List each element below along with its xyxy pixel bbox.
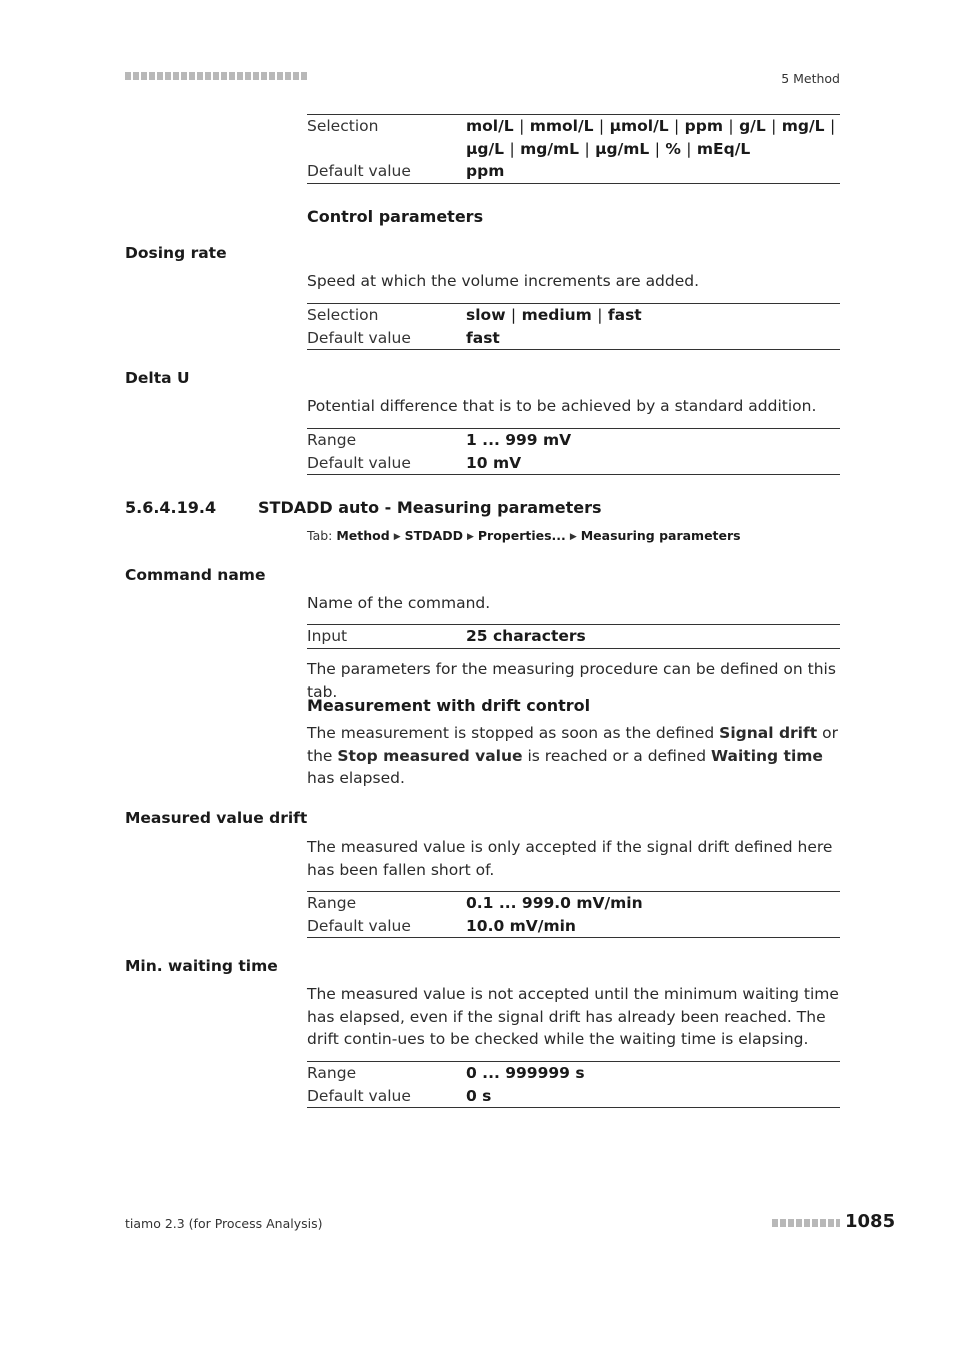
default-label: Default value [307,1086,411,1105]
triangle-right-icon: ▶ [466,532,474,542]
range-value: 0.1 ... 999.0 mV/min [466,894,643,912]
default-label: Default value [307,453,411,472]
command-name-description: Name of the command. [307,594,491,612]
triangle-right-icon: ▶ [569,532,577,542]
command-name-table [307,624,840,649]
selection-label: Selection [307,117,379,135]
footer-product: tiamo 2.3 (for Process Analysis) [125,1216,323,1231]
range-label: Range [307,894,357,912]
min-waiting-time-description: The measured value is not accepted until the minimum waiting time has elapsed, even if the signal drift has already been reached. The drift contin-ues to be checked while the waiting time is elapsing. [307,985,839,1048]
drift-control-text: The measurement is stopped as soon as the defined Signal drift or the Stop measured value is reached or a defined Waiting time has elapsed. [307,724,838,787]
default-value: 10 mV [466,453,522,472]
chapter-label: 5 Method [781,71,840,86]
selection-values: slow | medium | fast [466,306,642,324]
header-decoration [125,72,307,80]
delta-u-description: Potential difference that is to be achieved by a standard addition. [307,397,817,415]
measured-value-drift-description: The measured value is only accepted if the signal drift defined here has been fallen short of. [307,838,833,879]
measured-value-drift-heading: Measured value drift [125,809,308,827]
min-waiting-time-heading: Min. waiting time [125,957,278,975]
section-title: STDADD auto - Measuring parameters [258,498,602,517]
input-value: 25 characters [466,627,586,645]
default-value: 0 s [466,1086,492,1105]
min-waiting-time-table [307,1061,840,1108]
default-label: Default value [307,916,411,935]
selection-label: Selection [307,306,379,324]
range-value: 1 ... 999 mV [466,431,572,449]
measured-value-drift-table [307,891,840,938]
default-value: ppm [466,162,505,180]
units-table [307,114,840,184]
delta-u-table [307,428,840,475]
triangle-right-icon: ▶ [393,532,401,542]
drift-control-heading: Measurement with drift control [307,696,591,715]
dosing-rate-heading: Dosing rate [125,244,227,262]
default-value: fast [466,328,500,347]
default-value: 10.0 mV/min [466,916,576,935]
selection-values: mol/L | mmol/L | µmol/L | ppm | g/L | mg/L | µg/L | mg/mL | µg/mL | % | mEq/L [466,117,836,158]
intro-text: The parameters for the measuring procedure can be defined on this tab. [307,660,836,701]
default-label: Default value [307,328,411,347]
range-label: Range [307,431,357,449]
page-number: 1085 [845,1211,896,1232]
footer-decoration [772,1219,840,1227]
delta-u-heading: Delta U [125,369,190,387]
command-name-heading: Command name [125,566,266,584]
section-number: 5.6.4.19.4 [125,498,217,517]
range-label: Range [307,1064,357,1082]
default-label: Default value [307,162,411,180]
dosing-rate-table [307,303,840,350]
control-parameters-heading: Control parameters [307,207,484,226]
dosing-rate-description: Speed at which the volume increments are added. [307,272,700,290]
input-label: Input [307,627,348,645]
range-value: 0 ... 999999 s [466,1064,585,1082]
tab-path: Tab: Method ▶ STDADD ▶ Properties... ▶ Measuring parameters [307,528,741,543]
